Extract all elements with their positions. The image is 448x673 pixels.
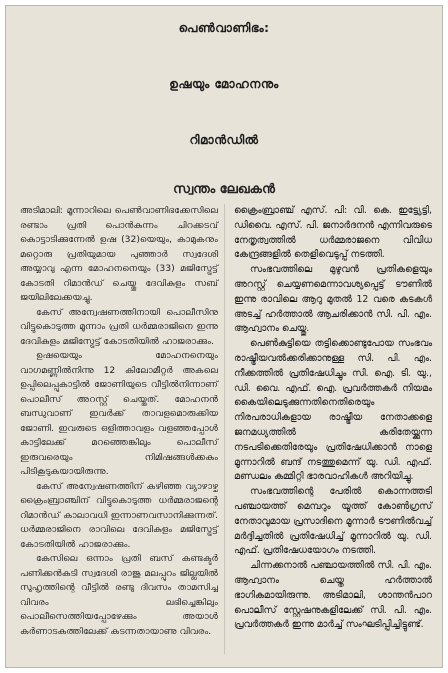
paragraph: ഉഷയെയും മോഹനനെയും വാഗമണ്ണിൽനിന്നു 12 കിലോമീറ്റർ അകലെ ഉപ്പിലെപ്പുകാട്ടിൽ ജോണിയുടെ വീട്ടിൽനിന്നാണ് പൊലീസ് അറസ്റ്റ് ചെയ്തത്. മോഹനൻ ബന്ധുവാണ് ഇവർക്ക് താവളമൊരുക്കിയ ജോണി. ഇവരുടെ ഒളിത്താവളം വളഞ്ഞപ്പോൾ കാട്ടിലേക്ക് മറഞ്ഞെങ്കിലും പൊലീസ് ഇരുവരെയും നിമിഷങ്ങൾക്കകം പിടികൂടുകയായിരുന്നു.	[20, 350, 218, 477]
column-divider	[224, 204, 225, 654]
left-column	[20, 204, 218, 639]
headline-line-3: റിമാൻഡിൽ	[189, 133, 259, 147]
paragraph: കേസിലെ ഒന്നാം പ്രതി ബസ് കണ്ടക്ടർ പണിക്കൻകുടി സ്വദേശി രാജു മലപ്പുറം ജില്ലയിൽ സുഹൃത്തിന്റെ വീട്ടിൽ രണ്ടു ദിവസം താമസിച്ച വിവരം ലഭിച്ചെങ്കിലും പൊലീസെത്തിയപ്പോഴേക്കും അയാൾ കർണാടകത്തിലേക്ക് കടന്നതായാണു വിവരം.	[20, 553, 218, 637]
paragraph: കേസ് അന്വേഷണത്തിനായി പൊലീസിനു വിട്ടുകൊടുത്ത മൂന്നാം പ്രതി ധർമ്മരാജിനെ ഇന്നു ദേവികുളം മജിസ്ട്രേട്ട് കോടതിയിൽ ഹാജരാക്കും.	[20, 306, 218, 347]
paragraph: കേസ് അന്വേഷണത്തിന് കഴിഞ്ഞ വ്യാഴാഴ്ച ക്രൈംബ്രാഞ്ചിന് വിട്ടുകൊടുത്ത ധർമ്മരാജന്റെ റിമാൻഡ് കാലാവധി ഇന്നാണവസാനിക്കുന്നത്. ധർമ്മരാജിനെ രാവിലെ ദേവികുളം മജിസ്ട്രേട്ട് കോടതിയിൽ ഹാജരാക്കും.	[20, 480, 218, 550]
paragraph: ക്രൈംബ്രാഞ്ച് എസ്. പി: വി. കെ. ഇട്ട്യേട്ടി, ഡിവൈ. എസ്. പി. ജനാർദനൻ എന്നിവരുടെ നേതൃത്വത്തിൽ ധർമ്മരാജനെ വിവിധ കേന്ദ്രങ്ങളിൽ തെളിവെടുപ്പ് നടത്തി.	[234, 205, 432, 261]
headline-line-2: ഉഷയും മോഹനനും	[169, 77, 279, 91]
headline-line-1: പെൺവാണിഭം:	[178, 21, 270, 35]
paragraph: സംഭവത്തിലെ മുഴുവൻ പ്രതികളെയും അറസ്റ്റ് ചെയ്യണമെന്നാവശ്യപ്പെട്ട് ടൗണിൽ ഇന്നു രാവിലെ ആറു മുതൽ 12 വരെ കടകൾ അടച്ച് ഹർത്താൽ ആചരിക്കാൻ സി. പി. എം. ആഹ്വാനം ചെയ്തു.	[234, 264, 432, 335]
paragraph: അടിമാലി: മൂന്നാറിലെ പെൺവാണിഭക്കേസിലെ രണ്ടാം പ്രതി പൊൻകുന്നം ചിറക്കടവ് കൊട്ടാടിക്കുന്നേൽ ഉഷ (32)യെയും, കാമുകനും മറ്റൊരു പ്രതിയുമായ പുഞ്ഞാർ സ്വദേശി അയ്യാവു എന്ന മോഹനനെയും (33) മജിസ്ട്രേട്ട് കോടതി റിമാൻഡ് ചെയ്തു ദേവികുളം സബ് ജയിലിലേക്കയച്ചു.	[20, 205, 218, 303]
byline: സ്വന്തം ലേഖകൻ	[173, 182, 275, 197]
paragraph: സംഭവത്തിന്റെ പേരിൽ കൊന്നത്തടി പഞ്ചായത്ത് മെമ്പറും യൂത്ത് കോൺഗ്രസ് നേതാവുമായ പ്രസാദിനെ മൂന്നാർ ടൗണിൽവച്ച് മർദ്ദിച്ചതിൽ പ്രതിഷേധിച്ച് മൂന്നാറിൽ യു. ഡി. എഫ്. പ്രതിഷേധയോഗം നടത്തി.	[234, 486, 432, 557]
paragraph: പെൺകുട്ടിയെ തട്ടിക്കൊണ്ടുപോയ സംഭവം രാഷ്ട്രീയവൽക്കരിക്കാനുള്ള സി. പി. എം. നീക്കത്തിൽ പ്രതിഷേധിച്ചും സി. ഐ. ടി. യു., ഡി. വൈ. എഫ്. ഐ. പ്രവർത്തകർ നിയമം കൈയിലെടുക്കുന്നതിനെതിരെയും നിരപരാധികളായ രാഷ്ട്രീയ നേതാക്കളെ ജനമധ്യത്തിൽ കരിതേയ്ക്കുന്ന നടപടിക്കെതിരേയും പ്രതിഷേധിക്കാൻ നാളെ മൂന്നാറിൽ ബന്ദ് നടത്തുമെന്ന് യു. ഡി. എഫ്. മണ്ഡലം കമ്മിറ്റി ഭാരവാഹികൾ അറിയിച്ചു.	[234, 338, 432, 483]
paragraph: ചിന്നക്കനാൽ പഞ്ചായത്തിൽ സി. പി. എം. ആഹ്വാനം ചെയ്ത ഹർത്താൽ ഭാഗികമായിരുന്നു. അടിമാലി, ശാന്തൻപാറ പൊലീസ് സ്റ്റേഷനുകളിലേക്ക് സി. പി. എം. പ്രവർത്തകർ ഇന്നു മാർച്ച് സംഘടിപ്പിച്ചിട്ടുണ്ട്.	[234, 560, 432, 631]
right-column	[234, 204, 432, 633]
newspaper-clipping	[6, 6, 442, 667]
